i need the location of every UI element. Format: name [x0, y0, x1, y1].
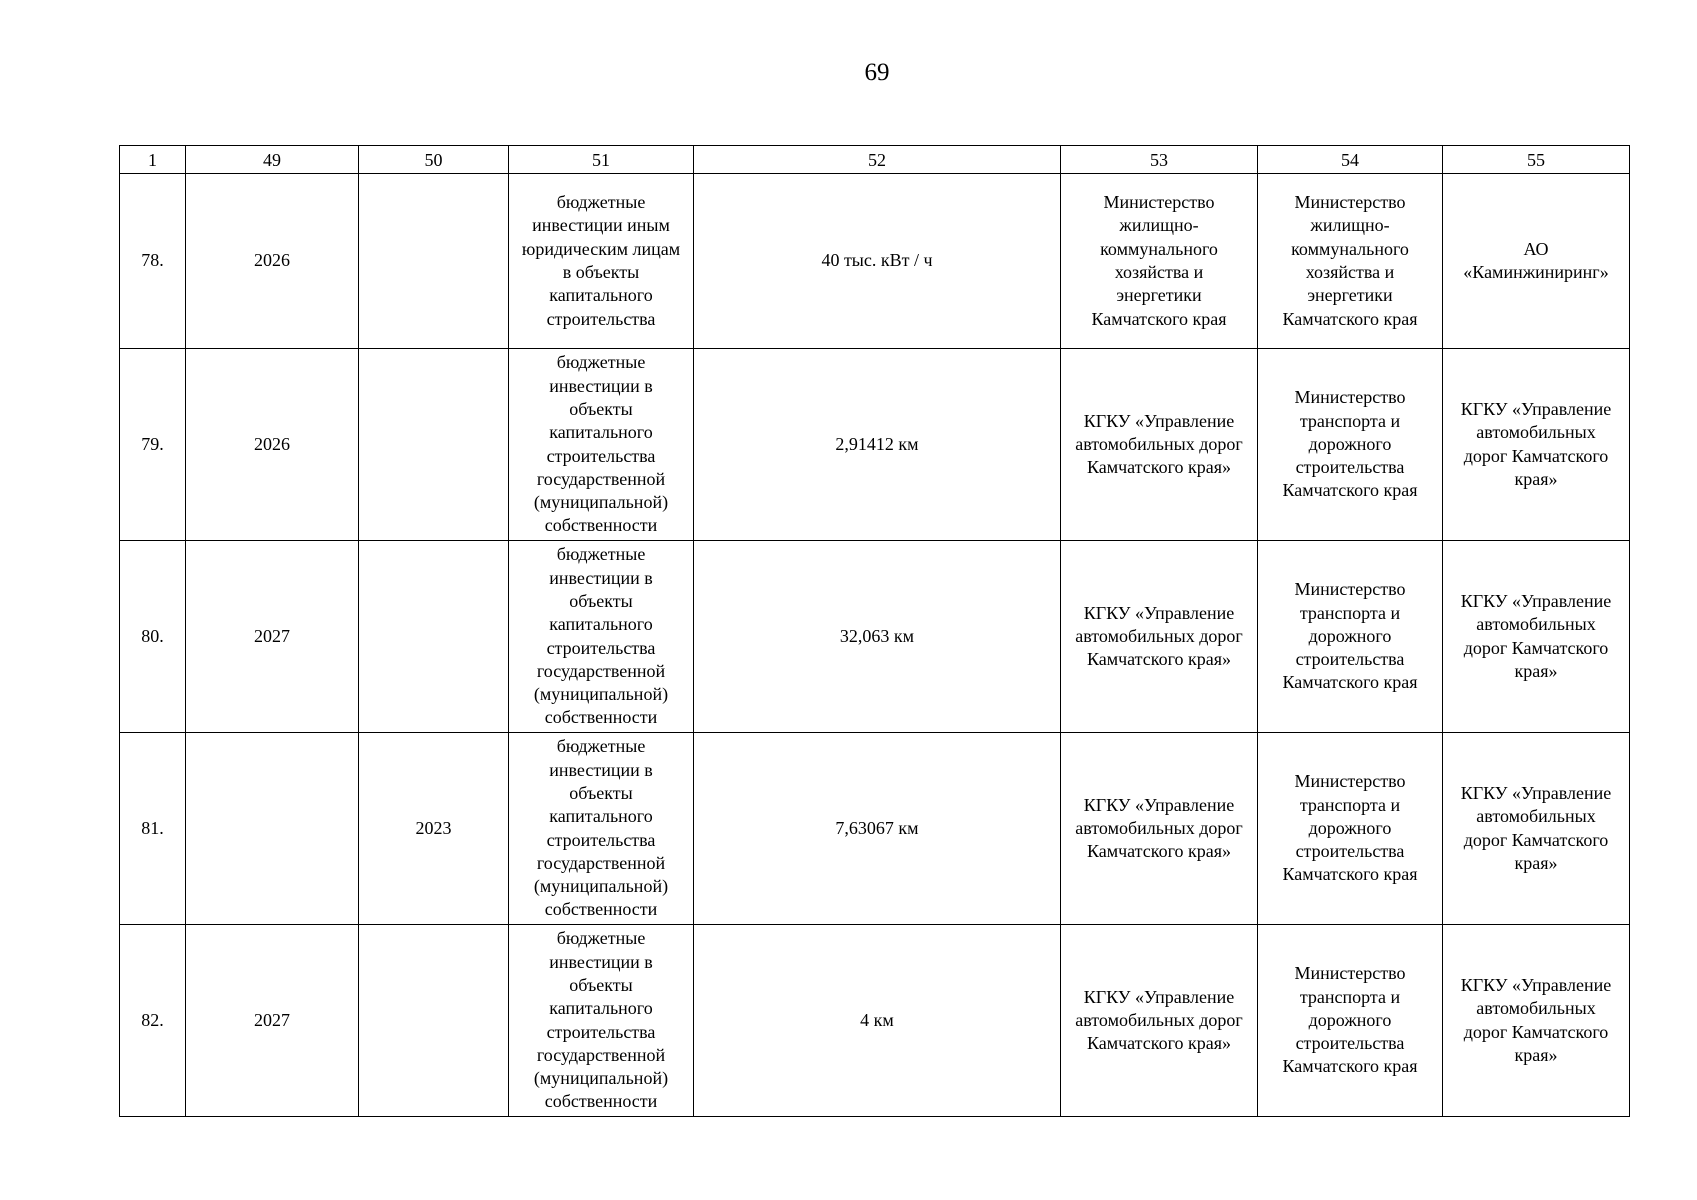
row-number: 81. — [141, 817, 164, 838]
capacity: 32,063 км — [839, 625, 915, 646]
year-49-cell — [186, 733, 359, 925]
customer: КГКУ «Управление автомобильных дорог Камчатского края» — [1075, 986, 1243, 1054]
column-header: 53 — [1061, 146, 1258, 174]
row-number-cell — [120, 925, 186, 1117]
developer: КГКУ «Управление автомобильных дорог Камчатского края» — [1460, 590, 1612, 681]
responsible-body-cell — [1258, 925, 1443, 1117]
row-number: 78. — [141, 250, 164, 271]
developer: АО «Каминжиниринг» — [1463, 238, 1609, 282]
capacity-cell — [694, 925, 1061, 1117]
developer-cell — [1443, 541, 1630, 733]
data-table — [119, 145, 1630, 1117]
year-49-cell — [186, 925, 359, 1117]
responsible-body: Министерство транспорта и дорожного строительства Камчатского края — [1282, 579, 1418, 693]
column-header: 49 — [186, 146, 359, 174]
customer-cell — [1061, 174, 1258, 349]
investment-type-cell — [509, 733, 694, 925]
year-49: 2026 — [254, 250, 290, 271]
investment-type-cell — [509, 349, 694, 541]
capacity: 40 тыс. кВт / ч — [821, 250, 933, 271]
customer: КГКУ «Управление автомобильных дорог Камчатского края» — [1075, 410, 1243, 478]
row-number-cell — [120, 349, 186, 541]
developer: КГКУ «Управление автомобильных дорог Камчатского края» — [1460, 398, 1612, 489]
row-number-cell — [120, 541, 186, 733]
responsible-body: Министерство транспорта и дорожного строительства Камчатского края — [1282, 387, 1418, 501]
customer: Министерство жилищно- коммунального хозяйства и энергетики Камчатского края — [1091, 192, 1227, 329]
row-number-cell — [120, 174, 186, 349]
year-49-cell — [186, 174, 359, 349]
investment-type: бюджетные инвестиции в объекты капитального строительства государственной (муниципальной) собственности — [533, 928, 669, 1112]
developer: КГКУ «Управление автомобильных дорог Камчатского края» — [1460, 974, 1612, 1065]
responsible-body-cell — [1258, 541, 1443, 733]
investment-type: бюджетные инвестиции в объекты капитального строительства государственной (муниципальной) собственности — [533, 352, 669, 536]
responsible-body-cell — [1258, 349, 1443, 541]
year-49-cell — [186, 541, 359, 733]
year-49-cell — [186, 349, 359, 541]
column-header: 51 — [509, 146, 694, 174]
table-header-row — [120, 146, 1630, 174]
investment-type-cell — [509, 541, 694, 733]
column-header: 55 — [1443, 146, 1630, 174]
developer: КГКУ «Управление автомобильных дорог Камчатского края» — [1460, 782, 1612, 873]
capacity-cell — [694, 349, 1061, 541]
capacity: 4 км — [860, 1009, 894, 1030]
responsible-body: Министерство жилищно- коммунального хозяйства и энергетики Камчатского края — [1282, 192, 1418, 329]
responsible-body-cell — [1258, 174, 1443, 349]
responsible-body: Министерство транспорта и дорожного строительства Камчатского края — [1282, 963, 1418, 1077]
table-row — [120, 349, 1630, 541]
customer: КГКУ «Управление автомобильных дорог Камчатского края» — [1075, 602, 1243, 670]
capacity: 7,63067 км — [835, 817, 919, 838]
table-row — [120, 733, 1630, 925]
responsible-body: Министерство транспорта и дорожного строительства Камчатского края — [1282, 771, 1418, 885]
table-row — [120, 541, 1630, 733]
capacity-cell — [694, 174, 1061, 349]
investment-type-cell — [509, 174, 694, 349]
responsible-body-cell — [1258, 733, 1443, 925]
row-number: 79. — [141, 433, 164, 454]
customer-cell — [1061, 733, 1258, 925]
customer: КГКУ «Управление автомобильных дорог Камчатского края» — [1075, 794, 1243, 862]
year-50-cell — [359, 925, 509, 1117]
year-50-cell — [359, 733, 509, 925]
capacity: 2,91412 км — [835, 433, 919, 454]
year-49: 2027 — [254, 625, 290, 646]
table-row — [120, 925, 1630, 1117]
capacity-cell — [694, 733, 1061, 925]
row-number-cell — [120, 733, 186, 925]
developer-cell — [1443, 349, 1630, 541]
customer-cell — [1061, 349, 1258, 541]
year-50-cell — [359, 174, 509, 349]
investment-type: бюджетные инвестиции иным юридическим лицам в объекты капитального строительства — [521, 192, 681, 329]
customer-cell — [1061, 925, 1258, 1117]
year-50-cell — [359, 349, 509, 541]
column-header: 54 — [1258, 146, 1443, 174]
investment-type: бюджетные инвестиции в объекты капитального строительства государственной (муниципальной) собственности — [533, 544, 669, 728]
developer-cell — [1443, 733, 1630, 925]
row-number: 80. — [141, 625, 164, 646]
customer-cell — [1061, 541, 1258, 733]
column-header: 52 — [694, 146, 1061, 174]
column-header: 1 — [120, 146, 186, 174]
year-50: 2023 — [415, 817, 452, 838]
year-49: 2026 — [254, 433, 290, 454]
developer-cell — [1443, 174, 1630, 349]
investment-type-cell — [509, 925, 694, 1117]
column-header: 50 — [359, 146, 509, 174]
investment-type: бюджетные инвестиции в объекты капитального строительства государственной (муниципальной) собственности — [533, 736, 669, 920]
year-50-cell — [359, 541, 509, 733]
row-number: 82. — [141, 1009, 164, 1030]
year-49: 2027 — [254, 1009, 290, 1030]
table-row — [120, 174, 1630, 349]
capacity-cell — [694, 541, 1061, 733]
page-number: 69 — [864, 59, 890, 86]
developer-cell — [1443, 925, 1630, 1117]
